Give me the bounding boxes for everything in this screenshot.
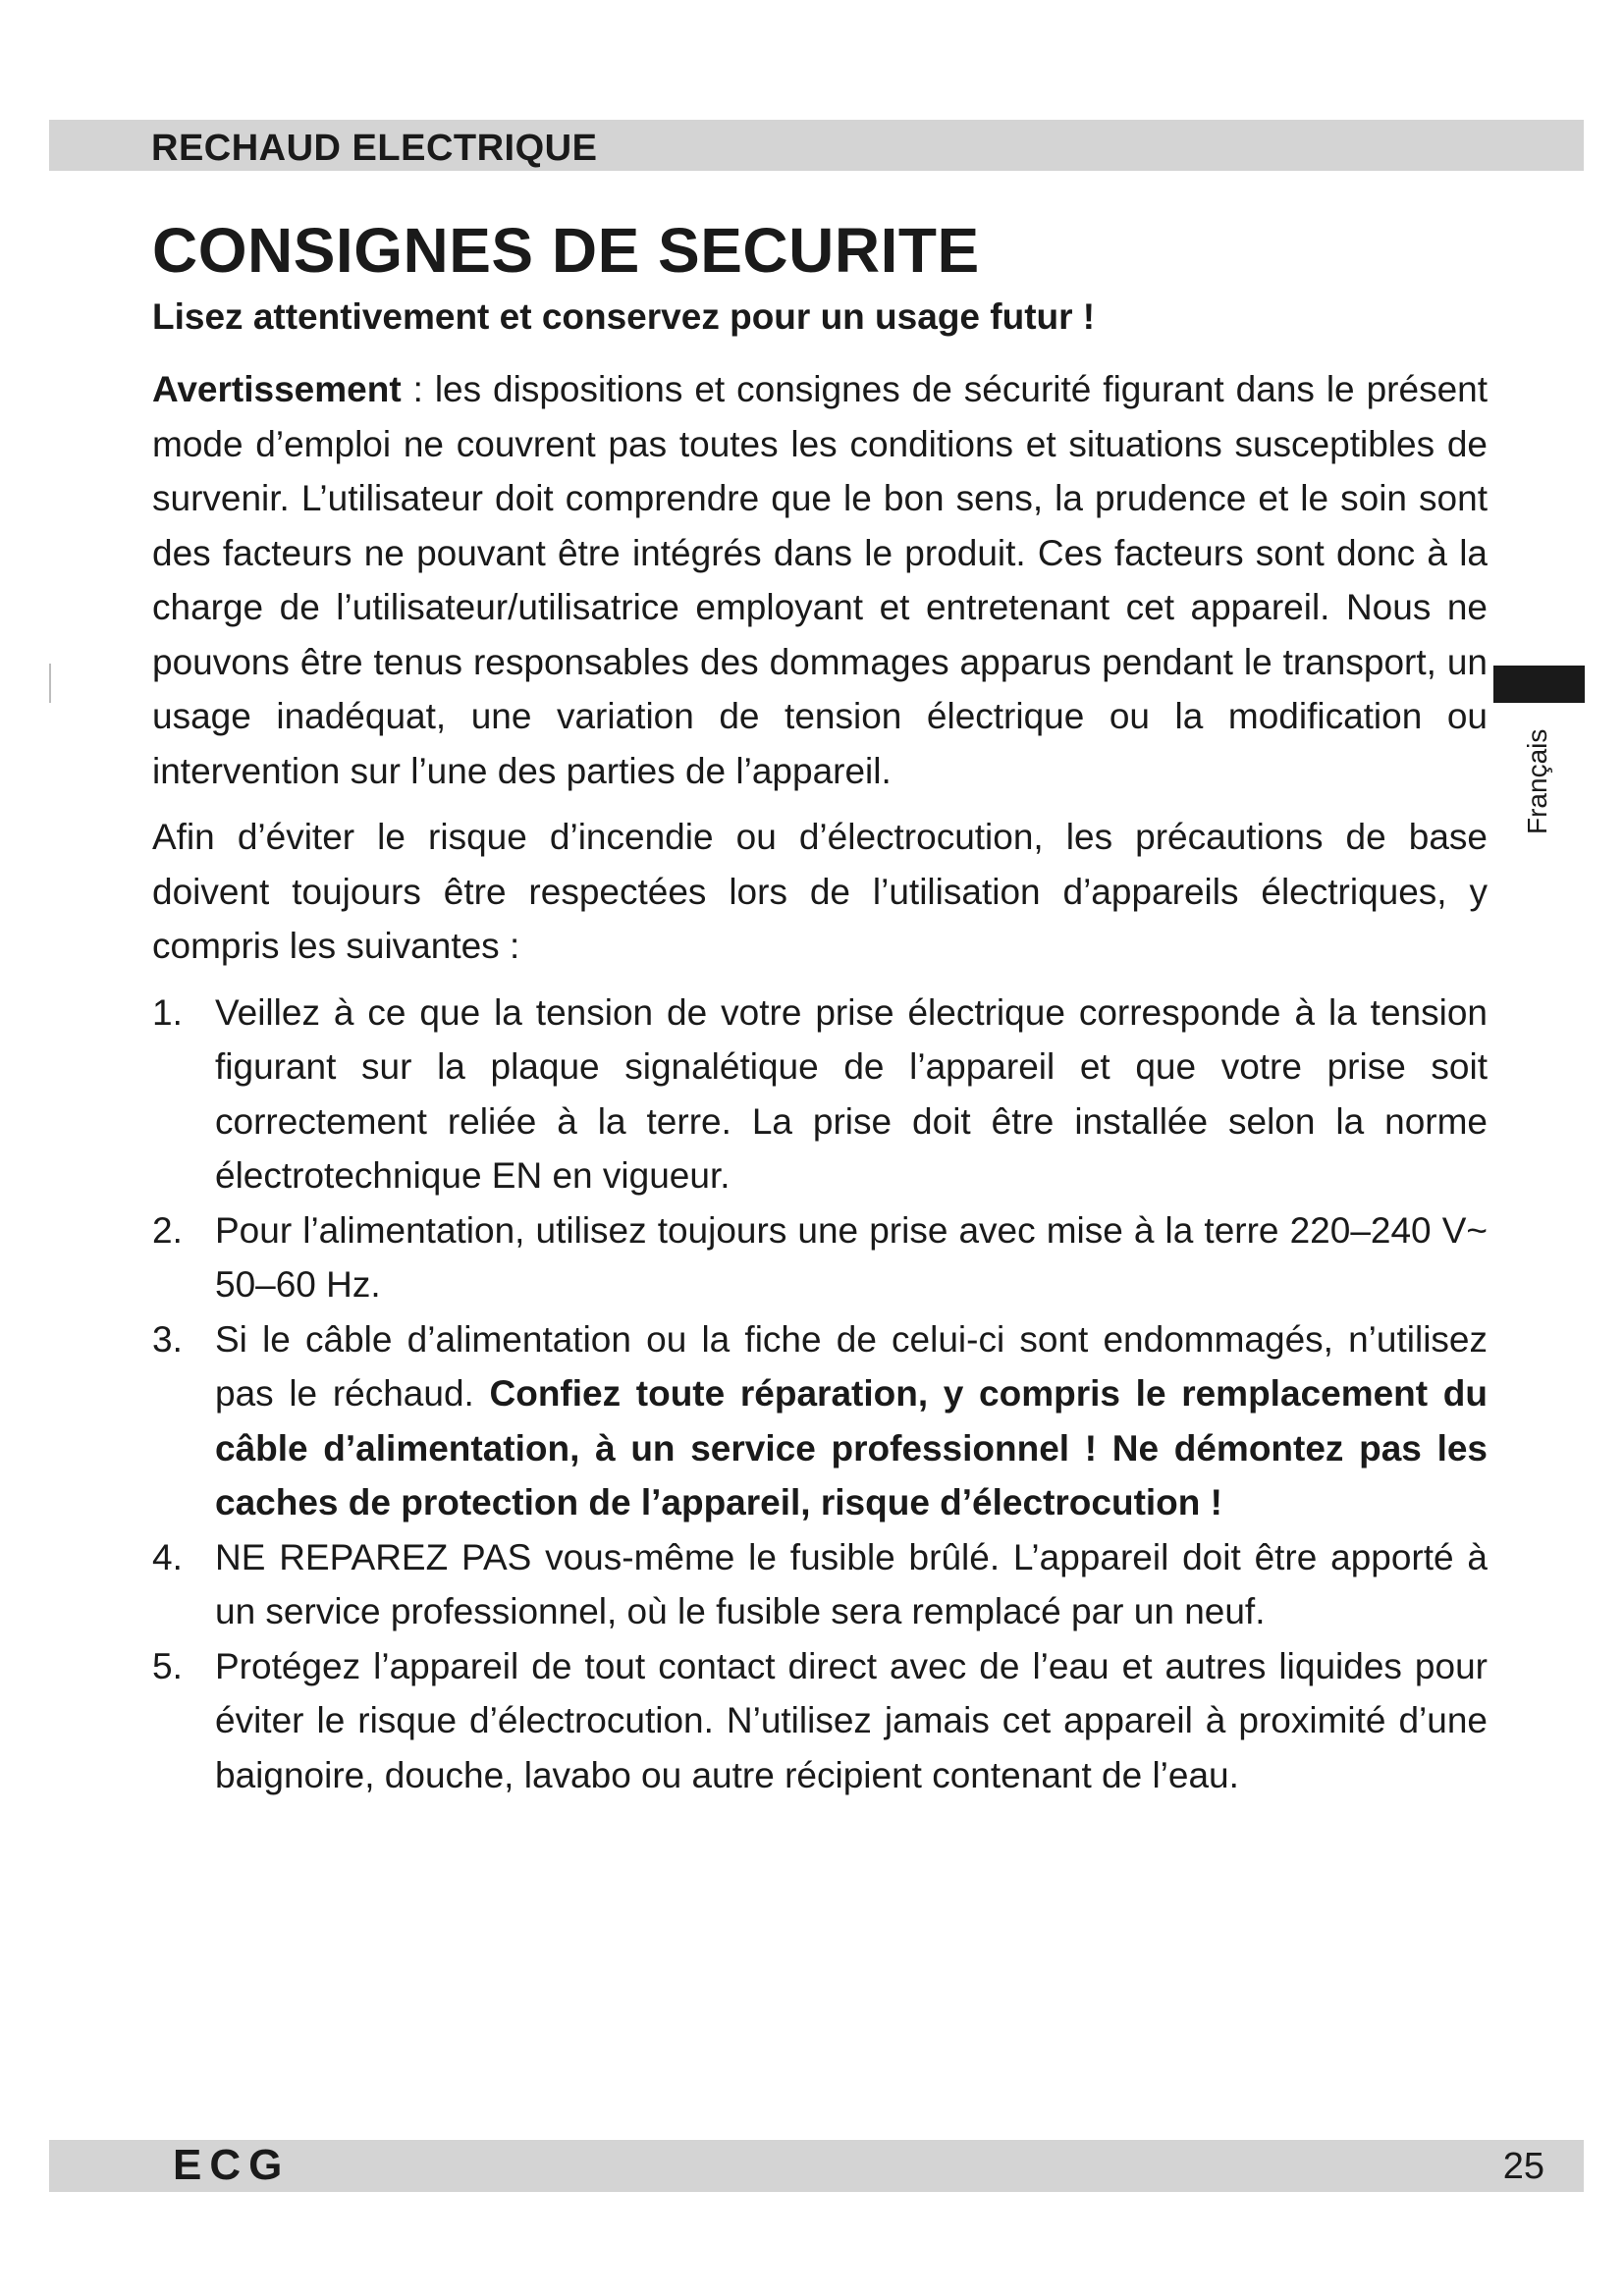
main-content: [152, 211, 1488, 1802]
margin-mark: [49, 664, 51, 703]
page-number: 25: [1502, 2146, 1544, 2187]
warning-text: : les dispositions et consignes de sécurité figurant dans le présent mode d’emploi ne couvrent pas toutes les conditions et situations susceptibles de survenir. L’utilisateur doit comprendre que le bon sens, la prudence et le soin sont des facteurs ne pouvant être intégrés dans le produit. Ces facteurs sont donc à la charge de l’utilisateur/utilisatrice employant et entretenant cet appareil. Nous ne pouvons être tenus responsables des dommages apparus pendant le transport, un usage inadéquat, une variation de tension électrique ou la modification ou intervention sur l’une des parties de l’appareil.: [152, 369, 1488, 791]
list-item-number: 5.: [152, 1645, 183, 1686]
header-bar: [49, 120, 1584, 171]
footer-bar: [49, 2140, 1584, 2192]
list-item-text: Veillez à ce que la tension de votre prise électrique corresponde à la tension figurant sur la plaque signalétique de l’appareil et que votre prise soit correctement reliée à la terre. La prise doit être installée selon la norme électrotechnique EN en vigueur.: [215, 991, 1488, 1196]
list-item-bold-text: Confiez toute réparation, y compris le remplacement du câble d’alimentation, à un service professionnel ! Ne démontez pas les caches de protection de l’appareil, risque d’électrocution !: [215, 1373, 1488, 1522]
list-item-text: Pour l’alimentation, utilisez toujours une prise avec mise à la terre 220–240 V~ 50–60 Hz.: [215, 1209, 1488, 1305]
language-label-wrap: [1520, 726, 1555, 834]
list-item-number: 2.: [152, 1209, 183, 1251]
list-item-text: Si le câble d’alimentation ou la fiche de celui-ci sont endommagés, n’utilisez pas le réchaud.: [215, 1318, 1488, 1414]
language-tab-marker: [1493, 666, 1585, 703]
ecg-logo-text: ECG: [173, 2146, 291, 2185]
warning-paragraph: [152, 362, 1488, 798]
intro-paragraph: Afin d’éviter le risque d’incendie ou d’électrocution, les précautions de base doivent toujours être respectées lors de l’utilisation d’appareils électriques, y compris les suivantes :: [152, 817, 1488, 966]
list-item-text: Protégez l’appareil de tout contact direct avec de l’eau et autres liquides pour éviter le risque d’électrocution. N’utilisez jamais cet appareil à proximité d’une baignoire, douche, lavabo ou autre récipient contenant de l’eau.: [215, 1645, 1488, 1795]
safety-rules-list: [152, 986, 1488, 1803]
list-item: [152, 986, 1488, 1203]
warning-label: Avertissement: [152, 369, 402, 409]
language-label: Français: [1522, 728, 1552, 834]
ecg-logo: [173, 2146, 379, 2185]
header-title: RECHAUD ELECTRIQUE: [151, 128, 598, 169]
list-item-number: 3.: [152, 1318, 183, 1360]
page-title: CONSIGNES DE SECURITE: [152, 215, 980, 286]
list-item: [152, 1530, 1488, 1639]
page-subtitle: Lisez attentivement et conservez pour un usage futur !: [152, 296, 1096, 337]
list-item: [152, 1312, 1488, 1530]
list-item: [152, 1639, 1488, 1803]
list-item-number: 4.: [152, 1536, 183, 1577]
list-item-text: NE REPAREZ PAS vous-même le fusible brûlé. L’appareil doit être apporté à un service professionnel, où le fusible sera remplacé par un neuf.: [215, 1536, 1488, 1631]
list-item: [152, 1203, 1488, 1312]
list-item-number: 1.: [152, 991, 183, 1033]
